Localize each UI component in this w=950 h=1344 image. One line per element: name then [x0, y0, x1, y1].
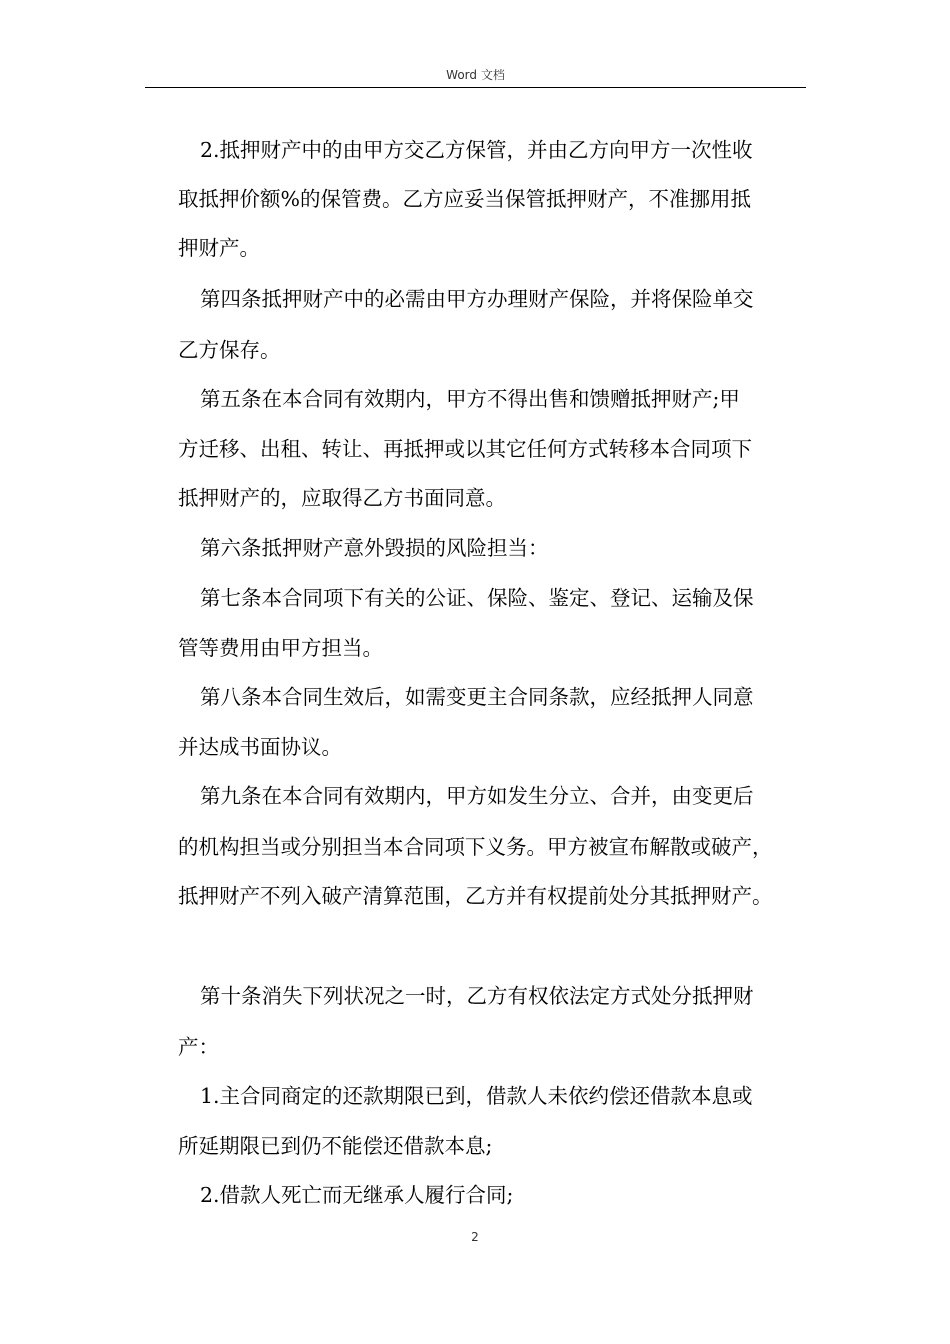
paragraph-line: 第七条本合同项下有关的公证、保险、鉴定、登记、运输及保 [200, 586, 754, 610]
paragraph-line: 押财产。 [178, 236, 260, 260]
paragraph-line: 所延期限已到仍不能偿还借款本息; [178, 1134, 493, 1158]
paragraph-line: 产： [178, 1035, 219, 1059]
paragraph-line: 第五条在本合同有效期内，甲方不得出售和馈赠抵押财产;甲 [200, 387, 740, 411]
paragraph-line: 并达成书面协议。 [178, 735, 342, 759]
page-header-title: Word 文档 [446, 68, 505, 82]
header-divider [145, 87, 806, 88]
paragraph-line: 第六条抵押财产意外毁损的风险担当： [200, 536, 549, 560]
paragraph-line: 第八条本合同生效后，如需变更主合同条款，应经抵押人同意 [200, 685, 754, 709]
paragraph-line: 方迁移、出租、转让、再抵押或以其它任何方式转移本合同项下 [178, 437, 752, 461]
paragraph-line: 2.借款人死亡而无继承人履行合同; [200, 1183, 514, 1207]
paragraph-line: 抵押财产的，应取得乙方书面同意。 [178, 486, 506, 510]
paragraph-line: 取抵押价额%的保管费。乙方应妥当保管抵押财产，不准挪用抵 [178, 187, 751, 211]
paragraph-line: 抵押财产不列入破产清算范围，乙方并有权提前处分其抵押财产。 [178, 884, 773, 908]
paragraph-line: 乙方保存。 [178, 338, 281, 362]
paragraph-line: 第十条消失下列状况之一时，乙方有权依法定方式处分抵押财 [200, 984, 754, 1008]
paragraph-line: 1.主合同商定的还款期限已到，借款人未依约偿还借款本息或 [200, 1084, 753, 1108]
paragraph-line: 第九条在本合同有效期内，甲方如发生分立、合并，由变更后 [200, 784, 754, 808]
paragraph-line: 2.抵押财产中的由甲方交乙方保管，并由乙方向甲方一次性收 [200, 138, 753, 162]
paragraph-line: 管等费用由甲方担当。 [178, 636, 383, 660]
paragraph-line: 的机构担当或分别担当本合同项下义务。甲方被宣布解散或破产， [178, 835, 773, 859]
page-number: 2 [471, 1230, 479, 1244]
paragraph-line: 第四条抵押财产中的必需由甲方办理财产保险，并将保险单交 [200, 287, 754, 311]
